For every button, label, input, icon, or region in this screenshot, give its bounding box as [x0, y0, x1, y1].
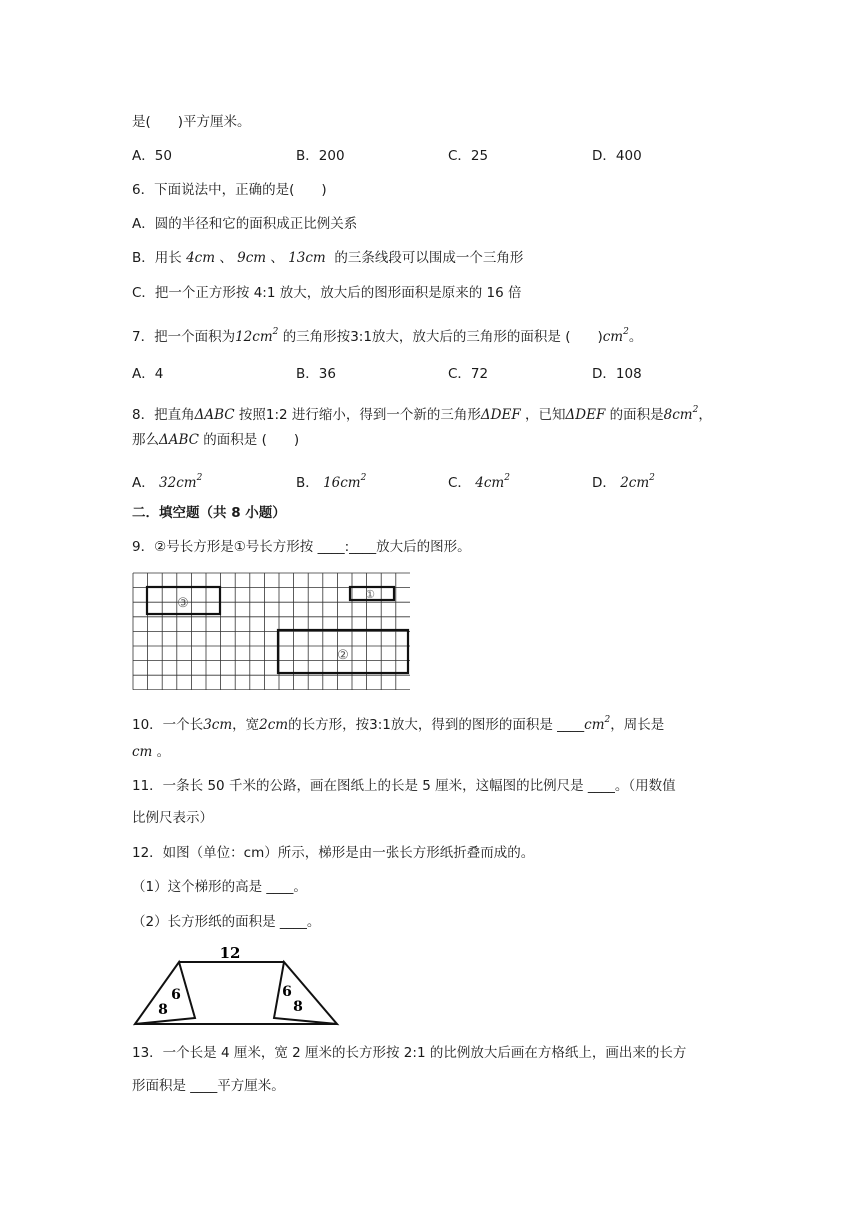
q6-b-unit-2: cm: [245, 250, 267, 266]
q7-option-a: A．4: [132, 366, 164, 382]
q8-tri2-b: ΔDEF: [565, 407, 606, 423]
q7-ratio: 3:1: [350, 329, 372, 345]
q7-unit: cm: [252, 329, 273, 345]
q8-tri1: ΔABC: [194, 407, 235, 423]
q6-option-a: A．圆的半径和它的面积成正比例关系: [132, 216, 358, 232]
q7-end: 。: [628, 329, 643, 345]
q12-sub1: （1）这个梯形的高是 ____。: [132, 879, 307, 895]
fig-right-8: 8: [293, 999, 303, 1015]
q6-b-unit-3: cm: [305, 250, 326, 266]
q7-mid: 的三角形按: [282, 329, 351, 345]
q12-sub2: （2）长方形纸的面积是 ____。: [132, 914, 321, 930]
q5-tail: 是( )平方厘米。: [132, 114, 251, 130]
q5-option-b: B．200: [296, 148, 345, 164]
label-3: ③: [177, 596, 189, 611]
q6-b-pre: B．用长: [132, 250, 182, 266]
section-heading: 二．填空题（共 8 小题）: [132, 505, 286, 521]
q6-b-v3: 13: [288, 250, 306, 266]
q7-stem: 7．把一个面积为$12cm^2$ 的三角形按3:1放大，放大后的三角形的面积是 ( )$cm^2$。: [132, 327, 643, 345]
q8-mid1: 按照: [238, 407, 266, 423]
fig-top-label: 12: [219, 944, 241, 962]
q7-option-c: C．72: [448, 366, 489, 382]
q6-b-sep-1: 、: [219, 250, 233, 266]
fig-right-6: 6: [282, 984, 292, 1000]
q8-mid2: 进行缩小，得到一个新的三角形: [291, 407, 481, 423]
q8-mid3: ，已知: [525, 407, 566, 423]
q8-option-d: D． $2cm^2$: [592, 473, 655, 491]
q7-unit-2: cm: [602, 329, 624, 345]
q12-trapezoid-figure: [132, 942, 342, 1030]
q8-tri2: ΔDEF: [480, 407, 521, 423]
label-1: ①: [365, 588, 375, 601]
q7-option-b: B．36: [296, 366, 336, 382]
q7-pre: 7．把一个面积为: [132, 329, 236, 345]
q7-post: 放大，放大后的三角形的面积是 ( ): [371, 329, 603, 345]
q8-option-c: C． $4cm^2$: [448, 473, 510, 491]
q6-b-sep-2: 、: [270, 250, 284, 266]
q8-stem-line2: [132, 430, 299, 450]
q8-ratio: 1:2: [265, 407, 288, 423]
q13-line1: 13．一个长是 4 厘米，宽 2 厘米的长方形按 2:1 的比例放大后画在方格纸上，画出来的长方: [132, 1045, 687, 1061]
q8-stem-line1: 8．把直角ΔABC 按照1:2 进行缩小，得到一个新的三角形ΔDEF ，已知ΔDEF 的面积是$8cm^2$，: [132, 405, 712, 423]
q7-option-d: D．108: [592, 366, 642, 382]
q7-area: 12: [235, 329, 253, 345]
q5-option-a: A．50: [132, 148, 172, 164]
label-2: ②: [337, 648, 349, 663]
q8-option-b: B． $16cm^2$: [296, 473, 367, 491]
q5-option-c: C．25: [448, 148, 489, 164]
fig-left-8: 8: [158, 1002, 168, 1018]
q5-option-d: D．400: [592, 148, 642, 164]
q10-stem-line1: 10．一个长3cm，宽2cm的长方形，按3:1放大，得到的图形的面积是 $\_\_\_\_cm^2$，周长是: [132, 715, 665, 733]
q8-pre: 8．把直角: [132, 407, 195, 423]
q6-option-c: C．把一个正方形按 4:1 放大，放大后的图形面积是原来的 16 倍: [132, 285, 522, 301]
q8-area: 8: [663, 407, 673, 423]
q8-tri1-b: ΔABC: [159, 432, 199, 448]
q6-b-post: 的三条线段可以围成一个三角形: [334, 250, 524, 266]
fig-left-6: 6: [171, 987, 181, 1003]
q6-b-unit-1: cm: [194, 250, 216, 266]
q6-option-b: [132, 248, 523, 268]
q9-grid-figure: [132, 572, 410, 690]
q8-line2-post: 的面积是 ( ): [203, 432, 300, 448]
q10-stem-line2: cm 。: [132, 744, 171, 760]
q6-stem: 6．下面说法中，正确的是( ): [132, 182, 327, 198]
q11-line1: 11．一条长 50 千米的公路，画在图纸上的长是 5 厘米，这幅图的比例尺是 ____。（用数值: [132, 778, 676, 794]
q6-b-v1: 4: [186, 250, 195, 266]
q9-stem: 9．②号长方形是①号长方形按 ____:____放大后的图形。: [132, 539, 471, 555]
q8-option-a: A． $32cm^2$: [132, 473, 203, 491]
q11-line2: 比例尺表示）: [132, 810, 213, 826]
q12-stem: 12．如图（单位：cm）所示，梯形是由一张长方形纸折叠而成的。: [132, 845, 535, 861]
q8-area-unit: cm: [672, 407, 693, 423]
q8-line2-pre: 那么: [132, 432, 159, 448]
q13-line2: 形面积是 ____平方厘米。: [132, 1078, 285, 1094]
q6-b-v2: 9: [237, 250, 246, 266]
q8-mid4: 的面积是: [609, 407, 664, 423]
